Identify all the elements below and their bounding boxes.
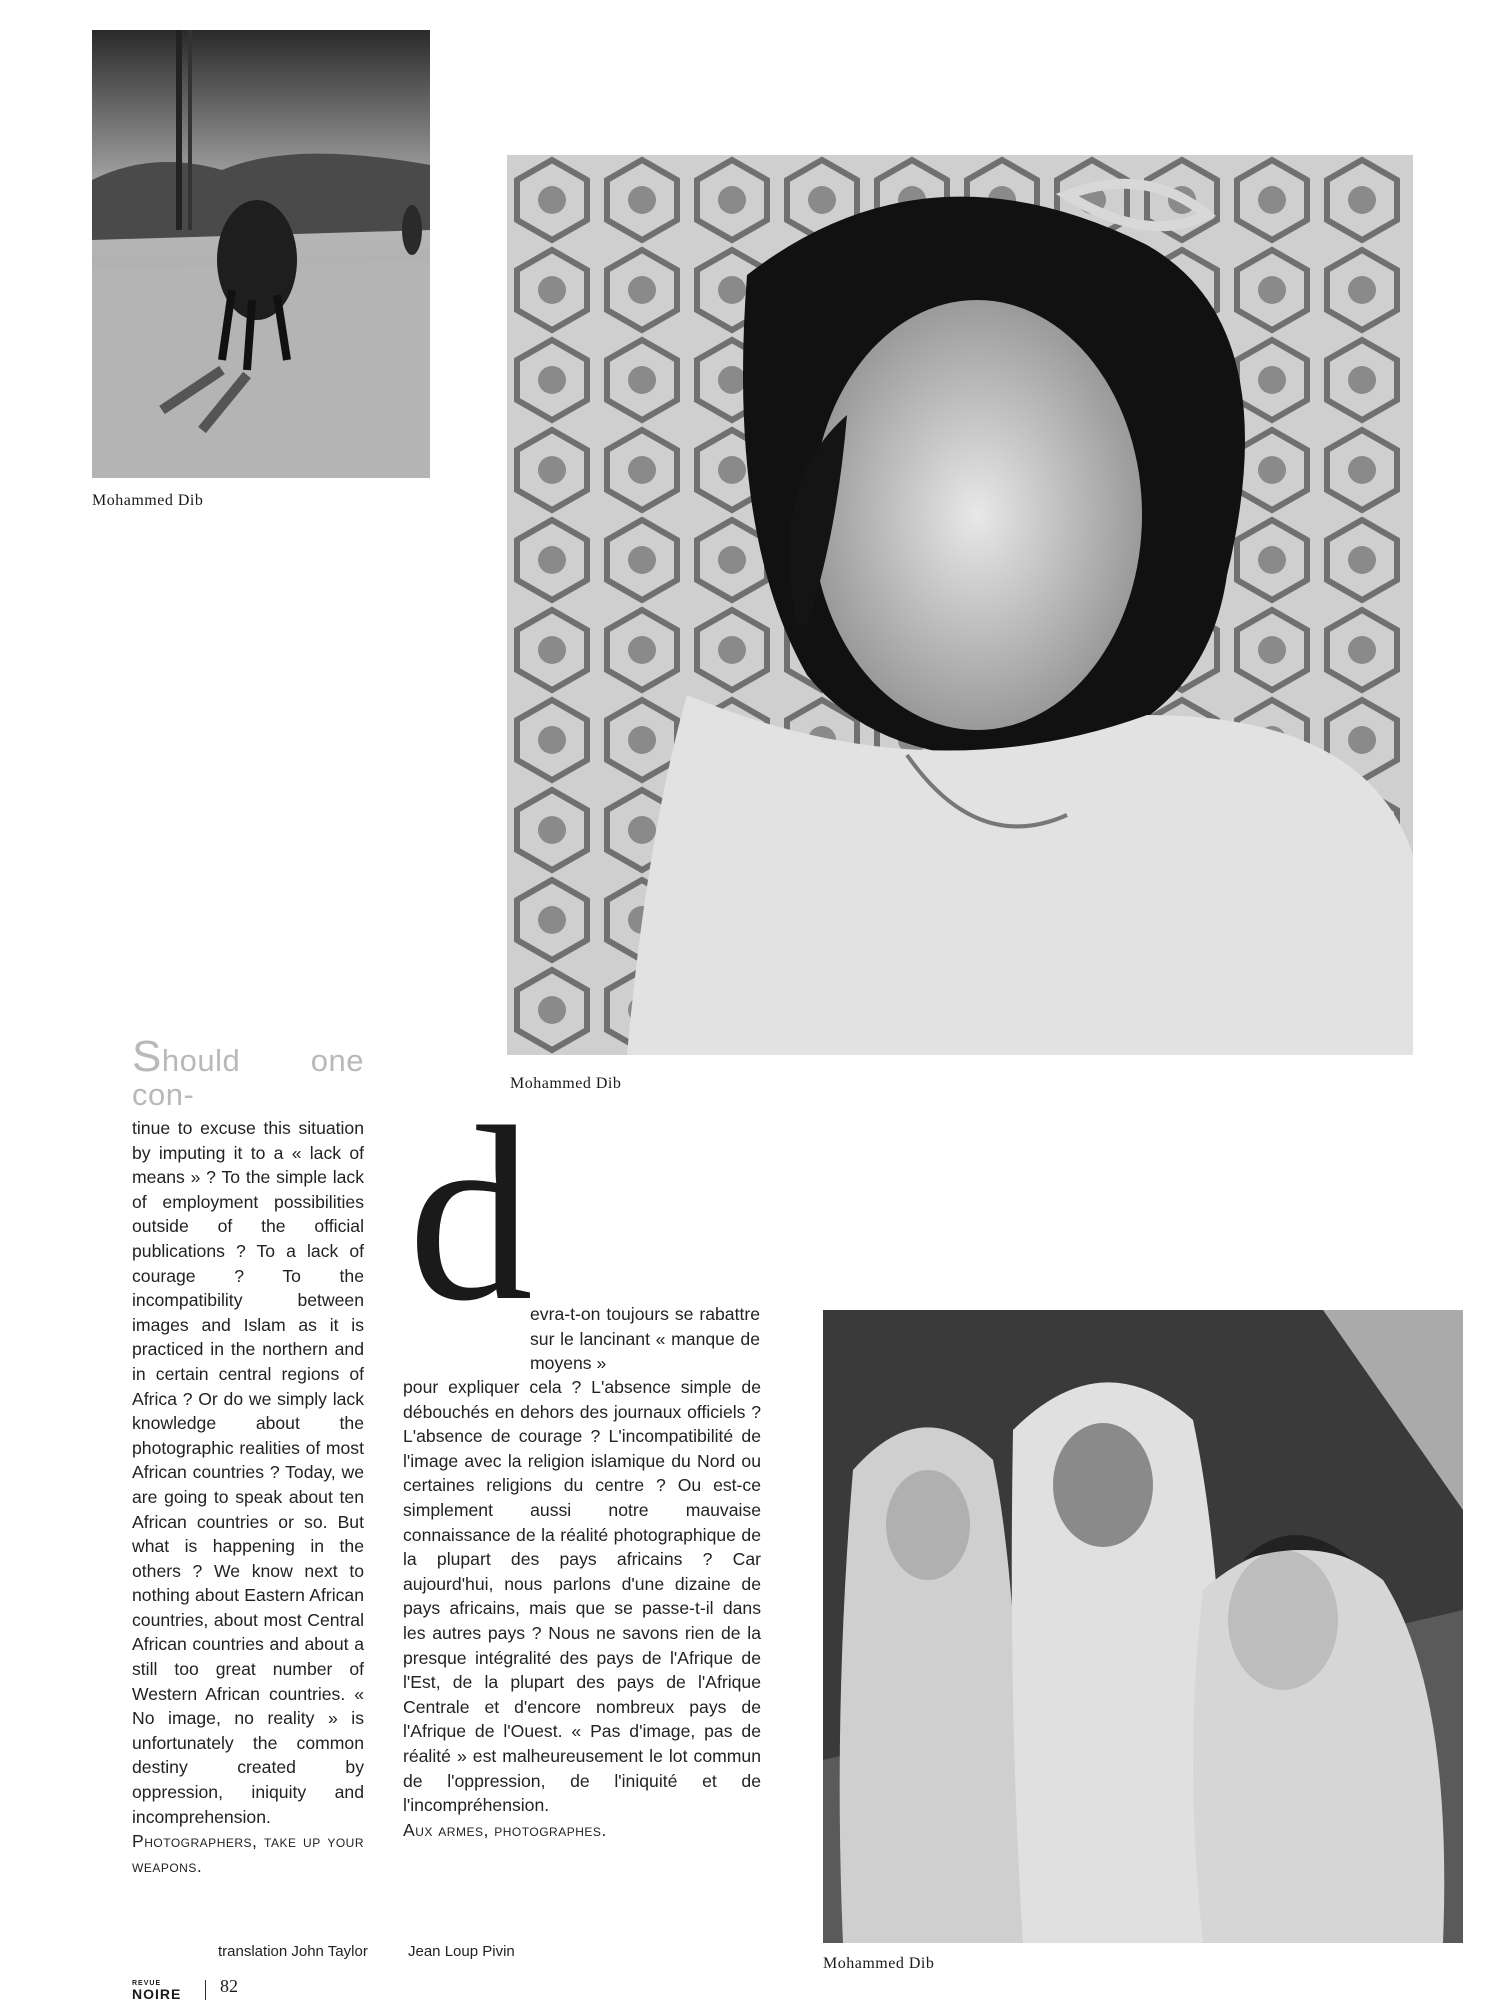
translation-credit: translation John Taylor xyxy=(218,1943,368,1960)
english-text-column xyxy=(132,1032,364,1878)
french-text-column xyxy=(403,1375,761,1842)
lead-in-initial: S xyxy=(132,1032,162,1081)
english-lead-in xyxy=(132,1032,364,1112)
french-first-lines: evra-t-on toujours se rabattre sur le lancinant « manque de moyens » xyxy=(530,1304,760,1374)
french-body: pour expliquer cela ? L'absence simple de débouchés en dehors des journaux officiels ? L'absence de courage ? L'incompatibilité de l'image avec la religion islamique du Nord ou certaines religions du centre ? Ou est-ce simplement aussi notre mauvaise connaissance de la réalité photographique de la plupart des pays africains ? Car aujourd'hui, nous parlons d'une dizaine de pays africains, mais que se passe-t-il dans les autres pays ? Nous ne savons rien de la presque intégralité des pays de l'Afrique de l'Est, de la plupart des pays de l'Afrique Centrale et d'encore nombreux pays de l'Afrique de l'Ouest. « Pas d'image, pas de réalité » est malheureusement le lot commun de l'oppression, de l'iniquité et de l'incompréhension. xyxy=(403,1377,761,1816)
lead-in-rest: hould one con- xyxy=(132,1043,364,1112)
page-number: 82 xyxy=(220,1976,238,1996)
photo3-caption: Mohammed Dib xyxy=(823,1955,935,1972)
english-body: tinue to excuse this situation by imputing it to a « lack of means » ? To the simple lack of employment possibilities outside of the official publications ? To a lack of courage ? To the incompatibility between images and Islam as it is practiced in the northern and in certain central regions of Africa ? Or do we simply lack knowledge about the photographic realities of most African countries ? Today, we are going to speak about ten African countries or so. But what is happening in the others ? We know next to nothing about Eastern African countries, about most Central African countries and about a still too great number of Western African countries. « No image, no reality » is unfortunately the common destiny created by oppression, iniquity and incomprehension. xyxy=(132,1118,364,1827)
french-dropcap: d xyxy=(408,1076,533,1353)
photo-children xyxy=(823,1310,1463,1943)
logo-line1: REVUE xyxy=(132,1980,162,1987)
photo-street-scene xyxy=(92,30,430,478)
english-closing: Photographers, take up your weapons. xyxy=(132,1831,364,1876)
photo2-caption: Mohammed Dib xyxy=(510,1075,622,1092)
revue-noire-logo xyxy=(132,1980,192,2000)
photo1-caption: Mohammed Dib xyxy=(92,492,204,509)
footer-divider xyxy=(205,1980,206,2000)
author-credit: Jean Loup Pivin xyxy=(408,1943,515,1960)
logo-line2: NOIRE xyxy=(132,1986,182,2002)
french-closing: Aux armes, photographes. xyxy=(403,1819,607,1840)
photo-girl-portrait xyxy=(507,155,1413,1055)
